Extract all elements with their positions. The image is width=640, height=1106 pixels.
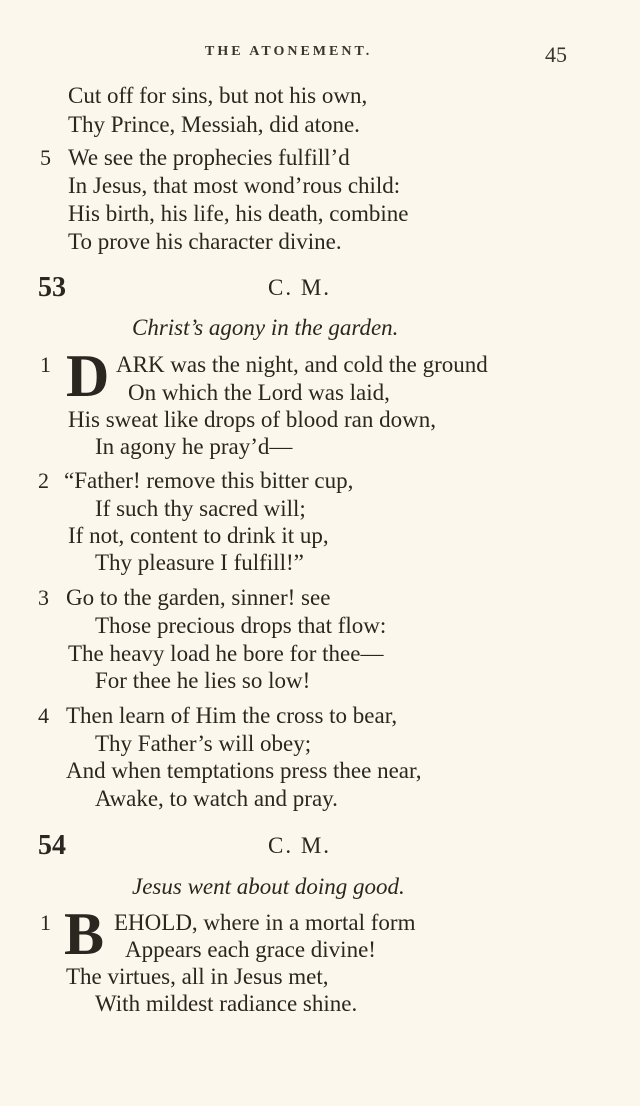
hymn-meter: C. M. [268,833,332,858]
hymn-title: Jesus went about doing good. [132,874,405,899]
verse-line: Those precious drops that flow: [95,613,387,638]
hymn-meter: C. M. [268,275,332,300]
verse-number: 5 [40,145,51,170]
hymn-number: 54 [38,830,66,861]
verse-line: EHOLD, where in a mortal form [114,910,416,935]
verse-line: Awake, to watch and pray. [95,786,338,811]
verse-line: Cut off for sins, but not his own, [68,83,368,108]
verse-line: Thy Prince, Messiah, did atone. [68,112,360,137]
verse-line: On which the Lord was laid, [128,380,390,405]
verse-line: We see the prophecies fulfill’d [68,145,350,170]
verse-number: 1 [40,352,51,377]
verse-line: If not, content to drink it up, [68,523,329,548]
verse-line: With mildest radiance shine. [95,991,358,1016]
verse-line: Then learn of Him the cross to bear, [66,703,398,728]
hymn-number: 53 [38,272,66,303]
verse-line: Thy Father’s will obey; [95,731,312,756]
verse-line: If such thy sacred will; [95,496,306,521]
verse-line: In Jesus, that most wond’rous child: [68,173,401,198]
running-head: THE ATONEMENT. [205,44,373,59]
verse-number: 2 [38,468,49,493]
verse-line: Thy pleasure I fulfill!” [95,550,304,575]
verse-line: And when temptations press thee near, [66,758,422,783]
verse-line: For thee he lies so low! [95,668,311,693]
verse-line: To prove his character divine. [68,229,342,254]
verse-number: 3 [38,585,49,610]
hymn-title: Christ’s agony in the garden. [132,315,399,340]
page-number: 45 [545,42,567,67]
verse-line: His sweat like drops of blood ran down, [68,407,436,432]
verse-line: In agony he pray’d— [95,434,293,459]
verse-number: 4 [38,703,49,728]
verse-number: 1 [40,910,51,935]
drop-cap: D [66,343,110,409]
verse-line: His birth, his life, his death, combine [68,201,409,226]
verse-line: Go to the garden, sinner! see [66,585,331,610]
verse-line: The heavy load he bore for thee— [68,641,384,666]
verse-line: Appears each grace divine! [125,937,376,962]
verse-line: The virtues, all in Jesus met, [66,964,329,989]
drop-cap: B [64,901,105,967]
verse-line: “Father! remove this bitter cup, [64,468,354,493]
verse-line: ARK was the night, and cold the ground [116,352,488,377]
